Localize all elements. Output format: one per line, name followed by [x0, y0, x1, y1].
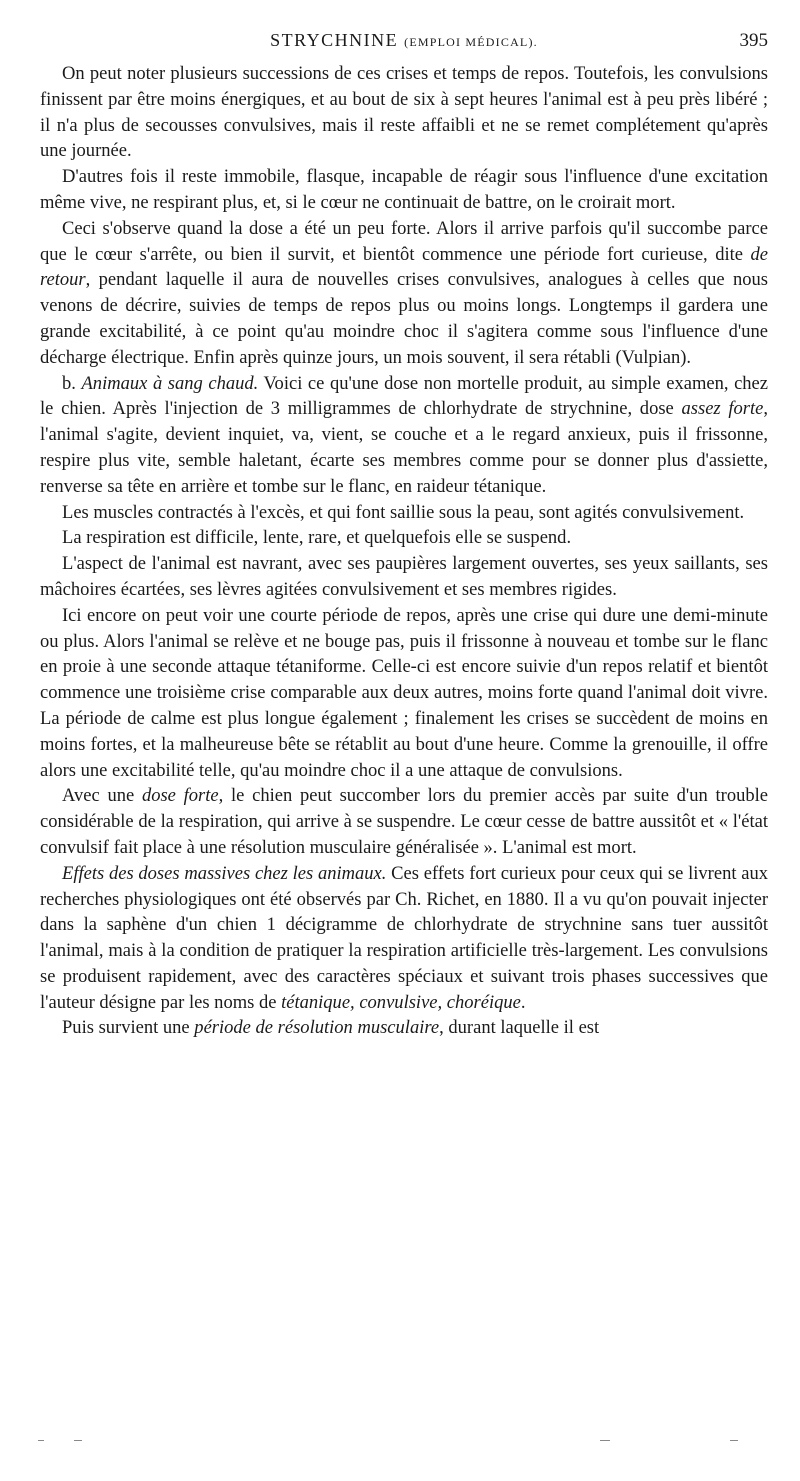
bottom-mark: [600, 1440, 610, 1441]
running-header: [40, 30, 768, 56]
italic-run: de retour: [40, 243, 768, 291]
italic-run: assez forte: [681, 398, 764, 420]
text-run: b.: [62, 372, 82, 394]
paragraph: [40, 371, 768, 500]
text-run: , pendant laquelle il aura de nouvelles crises convulsives, analogues à celles que nous venons de décrire, suivies de temps de repos plus ou moins longs. Longtemps il gardera une grande excitabilité, à ce point qu'au moindre choc il s'agitera comme sous l'influence d'une décharge électrique. Enfin après quinze jours, un mois souvent, il sera rétabli (Vulpian).: [40, 269, 768, 368]
text-run: L'aspect de l'animal est navrant, avec ses paupières largement ouvertes, ses yeux saillants, ses mâchoires écartées, ses lèvres agitées convulsivement et ses membres rigides.: [40, 553, 768, 600]
bottom-marks: [40, 1440, 768, 1450]
text-run: La respiration est difficile, lente, rare, et quelquefois elle se suspend.: [62, 527, 572, 549]
bottom-mark: [38, 1440, 44, 1441]
paragraph: [40, 164, 768, 216]
italic-run: Animaux à sang chaud.: [81, 372, 259, 394]
text-run: Ces effets fort curieux pour ceux qui se livrent aux recherches physiologiques ont été observés par Ch. Richet, en 1880. Il a vu qu'on pouvait injecter dans la saphène d'un chien 1 décigramme de chlorhydrate de strychnine sans tuer aussitôt l'animal, mais à la condition de pratiquer la respiration artificielle très-largement. Les convulsions se produisent rapidement, avec des caractères spéciaux et suivant trois phases successives que l'auteur désigne par les noms de: [40, 862, 768, 1013]
paragraph: [40, 861, 768, 1016]
text-run: , le chien peut succomber lors du premier accès par suite d'un trouble considérable de la respiration, qui arrive à se suspendre. Le cœur cesse de battre aussitôt et « l'état convulsif fait place à une résolution musculaire généralisée ». L'animal est mort.: [40, 785, 768, 858]
text-run: .: [520, 991, 526, 1013]
italic-run: tétanique, convulsive, choréique: [281, 991, 521, 1013]
paragraph: [40, 61, 768, 164]
page-number: 395: [739, 30, 768, 51]
bottom-mark: [74, 1440, 82, 1441]
italic-run: Effets des doses massives chez les animaux.: [62, 862, 387, 884]
paragraph: [40, 525, 768, 551]
paragraph: [40, 1015, 768, 1041]
body-text: [40, 61, 768, 1041]
running-title: [40, 30, 768, 51]
italic-run: dose forte: [141, 785, 219, 807]
text-run: , l'animal s'agite, devient inquiet, va, vient, se couche et a le regard anxieux, puis il frissonne, respire plus vite, semble haletant, écarte ses membres comme pour se donner plus d'assiette, renverse sa tête en arrière et tombe sur le flanc, en raideur tétanique.: [40, 398, 768, 497]
italic-run: période de résolution musculaire: [194, 1017, 440, 1039]
bottom-mark: [730, 1440, 738, 1441]
text-run: Ceci s'observe quand la dose a été un peu forte. Alors il arrive parfois qu'il succombe parce que le cœur s'arrête, ou bien il survit, et bientôt commence une période fort curieuse, dite: [40, 217, 768, 265]
text-run: Avec une: [62, 785, 142, 807]
text-run: Voici ce qu'une dose non mortelle produit, au simple examen, chez le chien. Après l'injection de 3 milligrammes de chlorhydrate de strychnine, dose: [40, 372, 769, 420]
text-run: , durant laquelle il est: [439, 1017, 600, 1039]
paragraph: [40, 603, 768, 784]
text-run: On peut noter plusieurs successions de ces crises et temps de repos. Toutefois, les convulsions finissent par être moins énergiques, et au bout de six à sept heures l'animal est à peu près libéré ; il n'a plus de secousses convulsives, mais il reste affaibli et ne se remet complétement qu'après une journée.: [40, 63, 768, 162]
text-run: D'autres fois il reste immobile, flasque, incapable de réagir sous l'influence d'une excitation même vive, ne respirant plus, et, si le cœur ne continuait de battre, on le croirait mort.: [40, 166, 768, 213]
paragraph: [40, 216, 768, 371]
paragraph: [40, 551, 768, 603]
paragraph: [40, 500, 768, 526]
text-run: Puis survient une: [62, 1017, 195, 1039]
text-run: Ici encore on peut voir une courte période de repos, après une crise qui dure une demi-minute ou plus. Alors l'animal se relève et ne bouge pas, puis il frissonne à nouveau et tombe sur le flanc en proie à une seconde attaque tétaniforme. Celle-ci est encore suivie d'un repos relatif et bientôt commence une troisième crise comparable aux deux autres, moins forte quand l'animal doit vivre. La période de calme est plus longue également ; finalement les crises se succèdent de moins en moins fortes, et la malheureuse bête se rétablit au bout d'une heure. Comme la grenouille, il offre alors une excitabilité telle, qu'au moindre choc il a une attaque de convulsions.: [40, 604, 768, 781]
paragraph: [40, 783, 768, 860]
header-title-main: STRYCHNINE: [270, 30, 399, 50]
text-run: Les muscles contractés à l'excès, et qui font saillie sous la peau, sont agités convulsivement.: [62, 501, 745, 523]
header-title-sub: (EMPLOI MÉDICAL).: [404, 35, 538, 49]
